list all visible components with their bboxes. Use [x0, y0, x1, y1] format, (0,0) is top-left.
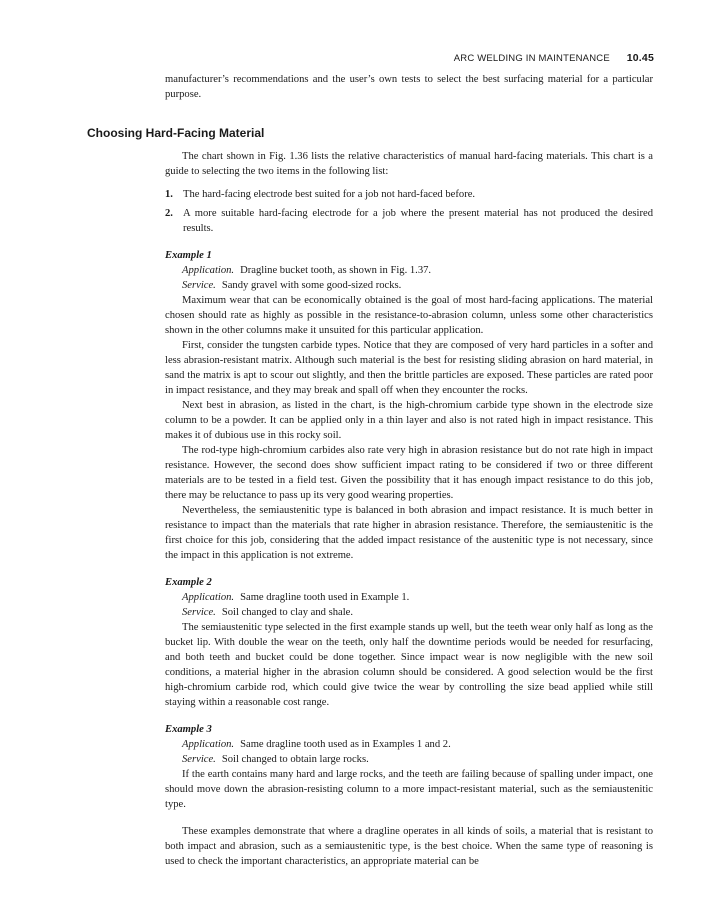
example-service — [165, 278, 653, 293]
example-paragraph: First, consider the tungsten carbide types. Notice that they are composed of very hard particles in a softer and less abrasion-resistant matrix. Although such material is the best for resisting sliding abrasion on hard material, in sand the matrix is apt to scour out slightly, and then the brittle particles are exposed. These particles are rated poor in impact resistance, and they may break and spall off when they encounter the rocks. — [165, 340, 653, 396]
service-text: Soil changed to clay and shale. — [221, 607, 354, 618]
list-text: The hard-facing electrode best suited for a job not hard-faced before. — [183, 189, 476, 200]
service-label: Service. — [182, 280, 216, 291]
example-application — [165, 737, 653, 752]
example-paragraph: Nevertheless, the semiaustenitic type is balanced in both abrasion and impact resistance. It is much better in resistance to impact than the materials that rate higher in abrasion resistance. Therefore, the semiaustenitic is the first choice for this job, considering that the added impact resistance of the austenitic type is not necessary, since the impact in this application is not extreme. — [165, 505, 653, 561]
service-label: Service. — [182, 754, 216, 765]
section-intro: The chart shown in Fig. 1.36 lists the relative characteristics of manual hard-facing materials. This chart is a guide to selecting the two items in the following list: — [165, 151, 653, 177]
application-label: Application. — [182, 265, 235, 276]
application-text: Same dragline tooth used in Example 1. — [240, 592, 410, 603]
list-item — [165, 187, 653, 202]
application-label: Application. — [182, 739, 235, 750]
running-header — [454, 52, 654, 64]
example-paragraph: Next best in abrasion, as listed in the chart, is the high-chromium carbide type shown in the electrode size column to be a powder. It can be applied only in a thin layer and also is not rated high in impact resistance. This makes it of dubious use in this rocky soil. — [165, 400, 653, 441]
example-heading: Example 3 — [165, 724, 212, 735]
list-number: 1. — [165, 189, 173, 200]
example-application — [165, 590, 653, 605]
intro-block — [165, 72, 653, 102]
application-text: Same dragline tooth used as in Examples 1 and 2. — [240, 739, 451, 750]
example-heading: Example 1 — [165, 250, 212, 261]
section-heading: Choosing Hard-Facing Material — [87, 126, 265, 140]
service-text: Sandy gravel with some good-sized rocks. — [221, 280, 402, 291]
intro-paragraph: manufacturer’s recommendations and the user’s own tests to select the best surfacing material for a particular purpose. — [165, 74, 653, 100]
list-item — [165, 206, 653, 236]
list-number: 2. — [165, 208, 173, 219]
example-paragraph: Maximum wear that can be economically obtained is the goal of most hard-facing applications. The material chosen should rate as highly as possible in the resistance-to-abrasion column, unless some other characteristics shown in the other columns make it unsuited for this particular application. — [165, 295, 653, 336]
service-text: Soil changed to obtain large rocks. — [221, 754, 369, 765]
application-label: Application. — [182, 592, 235, 603]
running-header-title: ARC WELDING IN MAINTENANCE — [453, 53, 610, 64]
service-label: Service. — [182, 607, 216, 618]
application-text: Dragline bucket tooth, as shown in Fig. 1.37. — [240, 265, 432, 276]
closing-paragraph: These examples demonstrate that where a dragline operates in all kinds of soils, a material that is resistant to both impact and abrasion, such as a semiaustenitic type, is the best choice. When the same type of reasoning is used to check the important characteristics, an appropriate material can be — [165, 826, 653, 867]
example-heading: Example 2 — [165, 577, 212, 588]
list-text: A more suitable hard-facing electrode for a job where the present material has not produced the desired results. — [183, 208, 653, 234]
main-column — [165, 149, 653, 869]
example-service — [165, 752, 653, 767]
page-number: 10.45 — [626, 52, 654, 64]
example-paragraph: The semiaustenitic type selected in the first example stands up well, but the teeth wear only half as long as the bucket lip. With double the wear on the teeth, only half the downtime periods would be needed for resurfacing, and both teeth and bucket could be done together. Since impact wear is now negligible with the new soil conditions, a material higher in the abrasion column should be considered. A good selection would be the first high-chromium carbide rod, which could give twice the wear by controlling the size bead applied while still staying within a reasonable cost range. — [165, 622, 653, 708]
example-paragraph: If the earth contains many hard and large rocks, and the teeth are failing because of spalling under impact, one should move down the abrasion-resisting column to a more impact-resistant material, such as the semiaustenitic type. — [165, 769, 653, 810]
example-service — [165, 605, 653, 620]
example-application — [165, 263, 653, 278]
example-paragraph: The rod-type high-chromium carbides also rate very high in abrasion resistance but do not rate high in impact resistance. However, the second does show sufficient impact rating to be considered if two or three different materials are to be tested in a field test. Given the possibility that it has enough impact resistance to do this job, there may be reluctance to pass up its very good wearing properties. — [165, 445, 653, 501]
